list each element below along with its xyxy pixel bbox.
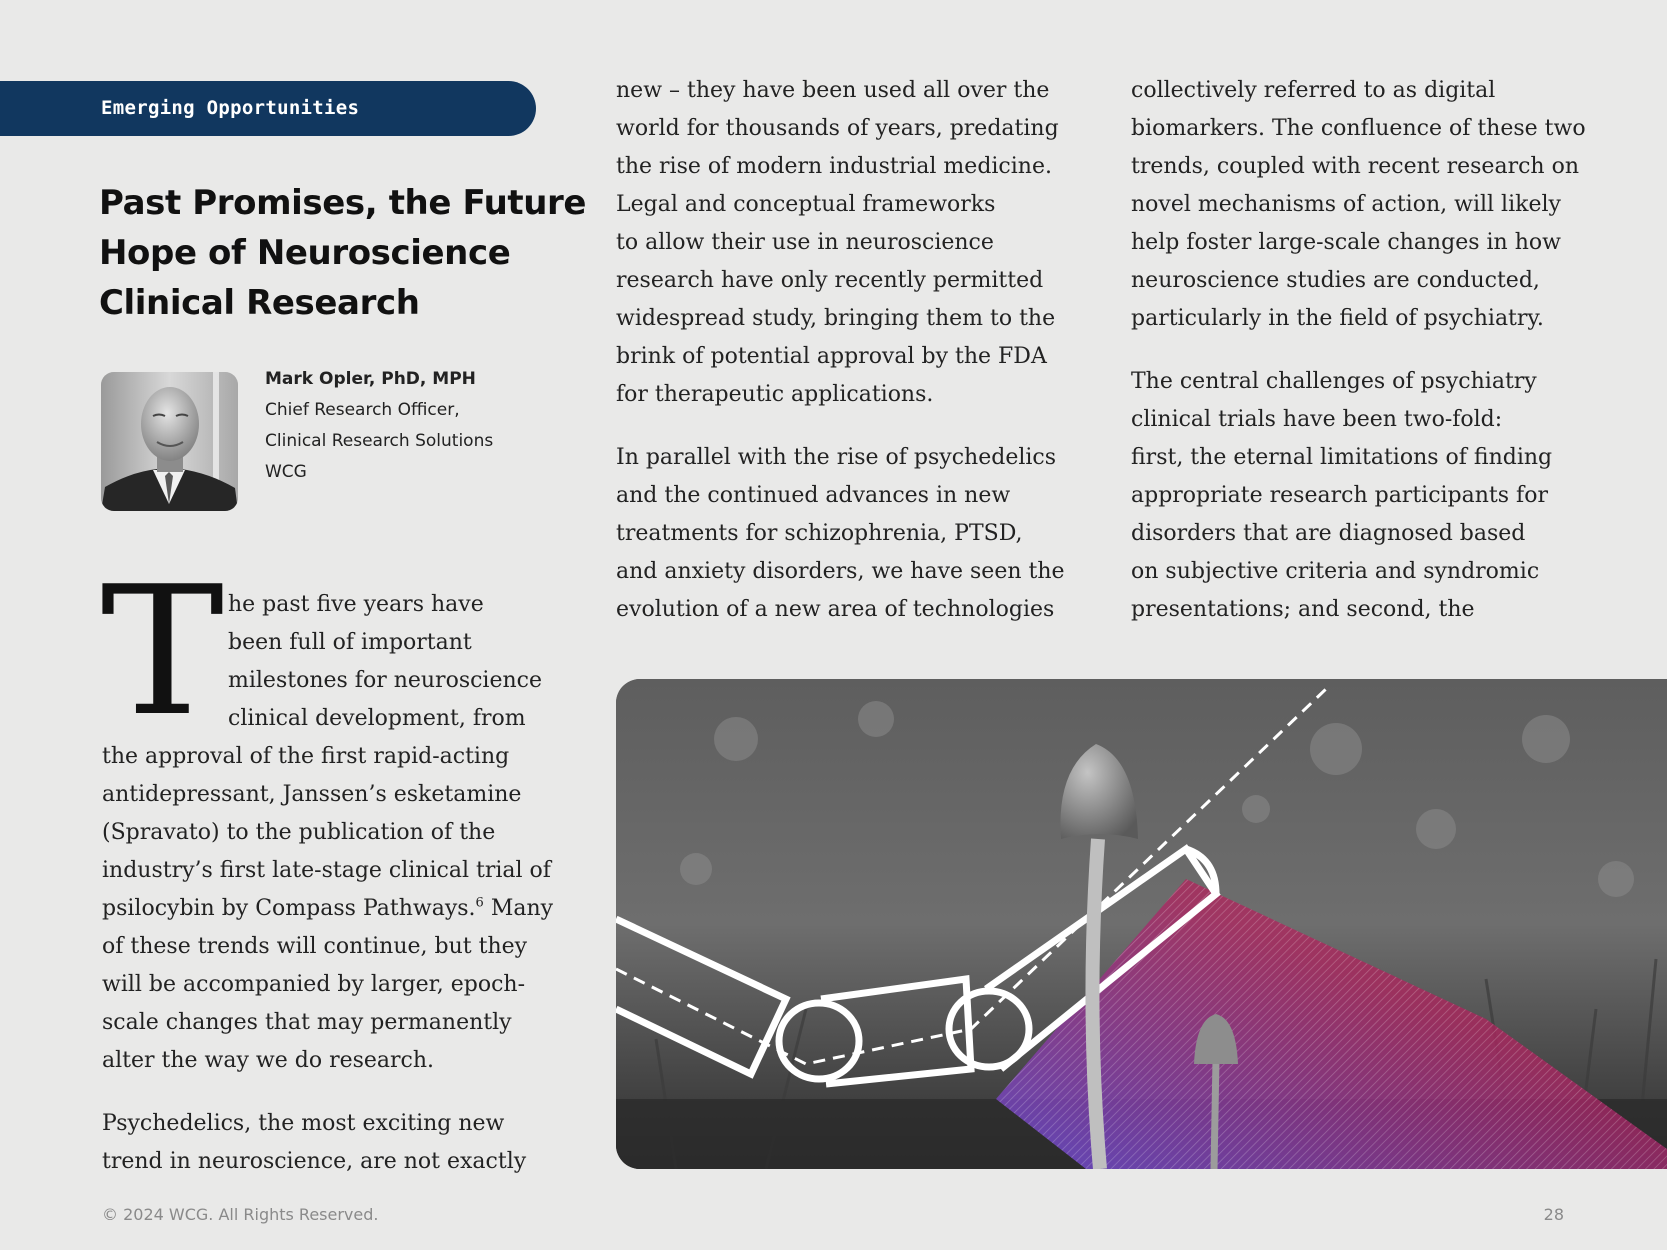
text-line: new – they have been used all over the [616, 78, 1050, 103]
paragraph [102, 586, 552, 1080]
text-line: Legal and conceptual frameworks [616, 192, 996, 217]
paragraph [1131, 363, 1601, 629]
author-portrait-drawing [101, 372, 238, 511]
text-column-3 [1131, 72, 1601, 654]
text-line: widespread study, bringing them to the [616, 306, 1056, 331]
text-line: first, the eternal limitations of finding [1131, 445, 1553, 470]
paragraph [616, 439, 1086, 629]
text-line: clinical development, from [228, 706, 526, 731]
text-line: disorders that are diagnosed based [1131, 521, 1526, 546]
paragraph [616, 72, 1086, 414]
author-department: Clinical Research Solutions [265, 431, 494, 451]
text-line: particularly in the field of psychiatry. [1131, 306, 1544, 331]
mushroom-illustration [616, 679, 1667, 1169]
text-line: brink of potential approval by the FDA [616, 344, 1047, 369]
text-line [102, 890, 552, 928]
text-line: trend in neuroscience, are not exactly [102, 1149, 527, 1174]
text-column-1 [102, 586, 552, 1206]
text-line: (Spravato) to the publication of the [102, 820, 496, 845]
text-line: scale changes that may permanently [102, 1010, 512, 1035]
mushroom-illustration-drawing [616, 679, 1667, 1169]
text-line: to allow their use in neuroscience [616, 230, 994, 255]
text-line: for therapeutic applications. [616, 382, 934, 407]
text-line: appropriate research participants for [1131, 483, 1548, 508]
text-line: world for thousands of years, predating [616, 116, 1059, 141]
text-line: novel mechanisms of action, will likely [1131, 192, 1561, 217]
text-line: he past five years have [228, 592, 484, 617]
text-line: collectively referred to as digital [1131, 78, 1496, 103]
text-line: evolution of a new area of technologies [616, 597, 1055, 622]
author-name: Mark Opler, PhD, MPH [265, 369, 476, 389]
text-line: Psychedelics, the most exciting new [102, 1111, 505, 1136]
text-line: alter the way we do research. [102, 1048, 435, 1073]
text-line: clinical trials have been two-fold: [1131, 407, 1503, 432]
author-role: Chief Research Officer, [265, 400, 460, 420]
footer-copyright: © 2024 WCG. All Rights Reserved. [102, 1205, 379, 1224]
section-banner [0, 81, 536, 136]
text-line: In parallel with the rise of psychedelics [616, 445, 1057, 470]
paragraph [102, 1105, 552, 1181]
author-portrait [101, 372, 238, 511]
text-line: neuroscience studies are conducted, [1131, 268, 1540, 293]
text-line: the approval of the first rapid-acting [102, 744, 510, 769]
page-number: 28 [1543, 1205, 1564, 1224]
text-line: been full of important [228, 630, 472, 655]
ref-text: psilocybin by Compass Pathways. [102, 896, 476, 921]
text-line: and the continued advances in new [616, 483, 1011, 508]
text-line: of these trends will continue, but they [102, 934, 528, 959]
text-line: the rise of modern industrial medicine. [616, 154, 1052, 179]
text-line: milestones for neuroscience [228, 668, 542, 693]
text-line: on subjective criteria and syndromic [1131, 559, 1540, 584]
section-label: Emerging Opportunities [101, 97, 360, 119]
text-line: and anxiety disorders, we have seen the [616, 559, 1065, 584]
text-line: treatments for schizophrenia, PTSD, [616, 521, 1023, 546]
title-line: Hope of Neuroscience [99, 233, 511, 273]
text-line: biomarkers. The confluence of these two [1131, 116, 1586, 141]
drop-cap: T [100, 548, 225, 755]
title-line: Past Promises, the Future [99, 183, 587, 223]
text-line: industry’s first late-stage clinical trial of [102, 858, 551, 883]
article-title [99, 178, 587, 328]
text-column-2 [616, 72, 1086, 654]
title-line: Clinical Research [99, 283, 420, 323]
paragraph [1131, 72, 1601, 338]
text-line: presentations; and second, the [1131, 597, 1475, 622]
text-line: research have only recently permitted [616, 268, 1044, 293]
text-line: trends, coupled with recent research on [1131, 154, 1579, 179]
text-line: The central challenges of psychiatry [1131, 369, 1537, 394]
author-company: WCG [265, 462, 307, 482]
text-line: antidepressant, Janssen’s esketamine [102, 782, 522, 807]
text-line: will be accompanied by larger, epoch- [102, 972, 526, 997]
author-info [265, 364, 493, 488]
text-line: help foster large-scale changes in how [1131, 230, 1561, 255]
footnote-ref: 6 [475, 895, 484, 911]
ref-text: Many [483, 896, 554, 921]
